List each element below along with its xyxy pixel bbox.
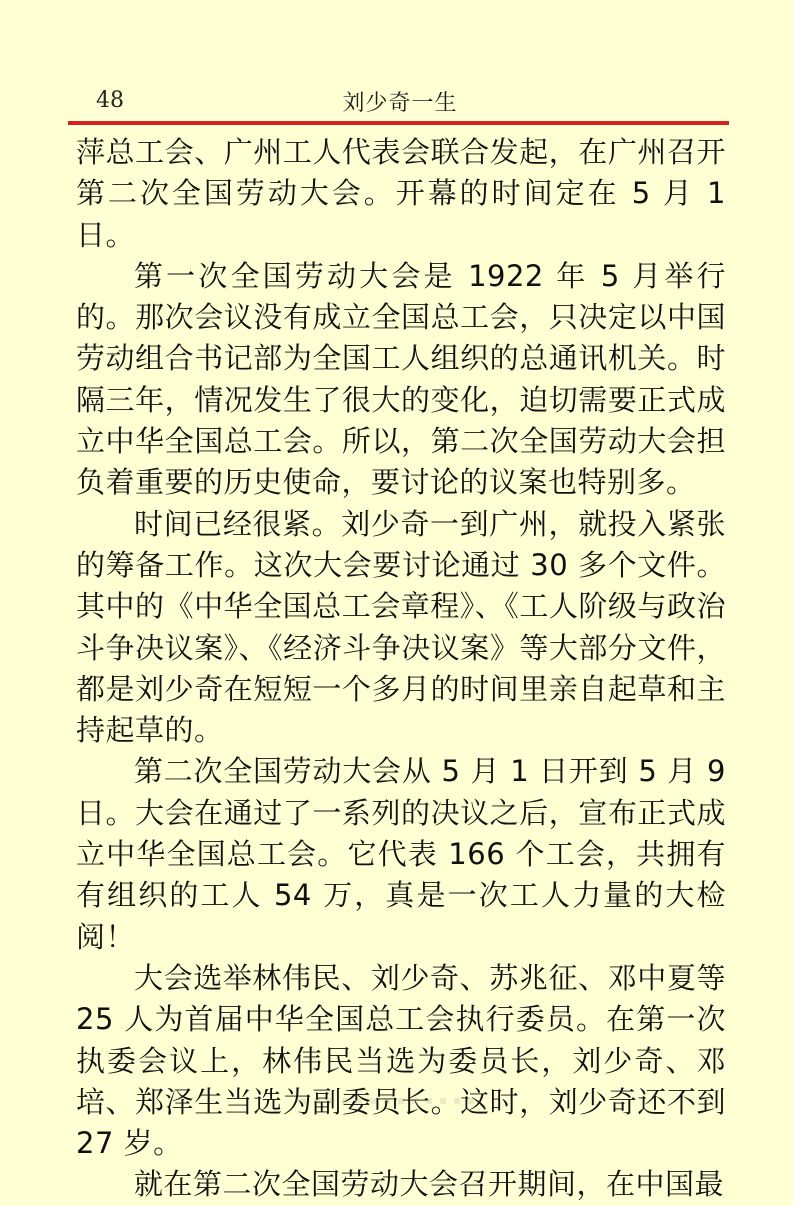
header-rule	[68, 121, 729, 125]
body-text	[76, 132, 726, 1206]
paragraph: 时间已经很紧。刘少奇一到广州，就投入紧张的筹备工作。这次大会要讨论通过 30 多个文件。其中的《中华全国总工会章程》、《工人阶级与政治斗争决议案》、《经济斗争决议案》等大部分文件，都是刘少奇在短短一个多月的时间里亲自起草和主持起草的。	[76, 506, 726, 748]
paragraph: 大会选举林伟民、刘少奇、苏兆征、邓中夏等 25 人为首届中华全国总工会执行委员。在第一次执委会议上，林伟民当选为委员长，刘少奇、邓培、郑泽生当选为副委员长。这时，刘少奇还不到 27 岁。	[76, 960, 726, 1161]
page-number: 48	[96, 88, 124, 113]
paragraph: 第二次全国劳动大会从 5 月 1 日开到 5 月 9 日。大会在通过了一系列的决议之后，宣布正式成立中华全国总工会。它代表 166 个工会，共拥有有组织的工人 54 万，真是一次工人力量的大检阅！	[76, 754, 726, 954]
paragraph: 就在第二次全国劳动大会召开期间，在中国最	[134, 1167, 725, 1202]
paragraph: 第一次全国劳动大会是 1922 年 5 月举行的。那次会议没有成立全国总工会，只决定以中国劳动组合书记部为全国工人组织的总通讯机关。时隔三年，情况发生了很大的变化，迫切需要正式成立中华全国总工会。所以，第二次全国劳动大会担负着重要的历史使命，要讨论的议案也特别多。	[76, 258, 726, 500]
running-title: 刘少奇一生	[342, 91, 458, 116]
page-header	[70, 82, 730, 122]
paragraph-continued: 萍总工会、广州工人代表会联合发起，在广州召开第二次全国劳动大会。开幕的时间定在 5 月 1 日。	[76, 135, 726, 252]
bleed-through-mark	[300, 1098, 480, 1104]
